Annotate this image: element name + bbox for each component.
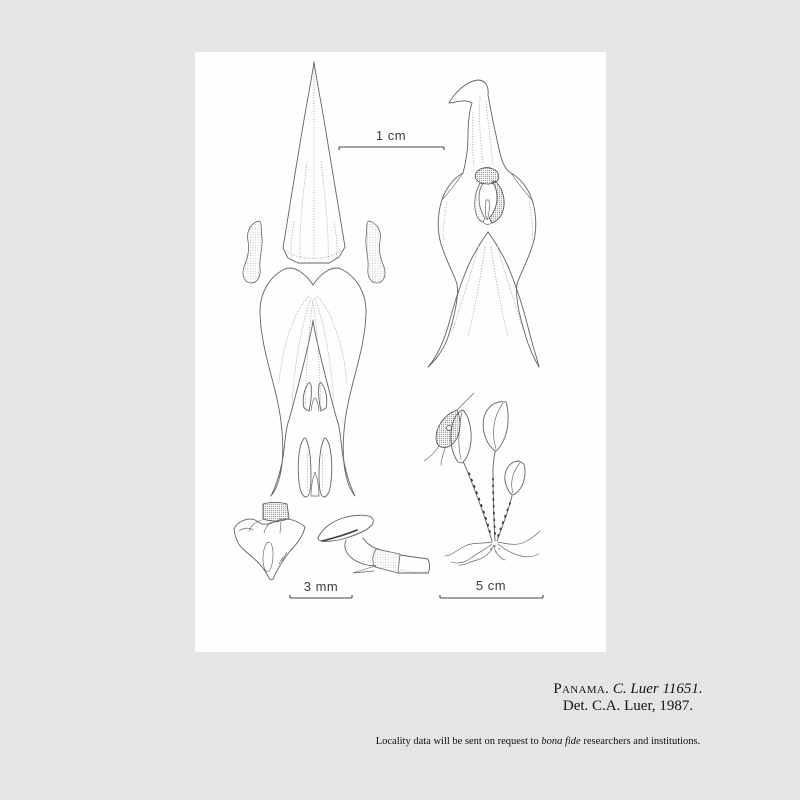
locality-footnote [338,736,738,747]
footnote-text-start: Locality data will be sent on request to [375,736,542,747]
figure-lip-detail [234,503,305,580]
illustration-page [195,52,606,652]
determination-caption [478,681,778,715]
figure-plant-habit [424,393,540,565]
figure-column-side-view [318,515,430,573]
caption-collection-number: C. Luer 11651. [612,681,703,697]
footnote-text-end: researchers and institutions. [580,736,701,747]
figure-petals-lip-dissection [298,383,332,497]
scalebar-3mm-label: 3 mm [303,579,339,594]
caption-line-collection [478,681,778,698]
caption-country: Panama. [553,681,610,697]
caption-line-determination: Det. C.A. Luer, 1987. [562,698,694,714]
scalebar-lines [290,147,543,598]
footnote-bona-fide: bona fide [541,736,581,747]
figure-dorsal-sepal [283,62,345,263]
figure-synsepal [260,268,366,496]
figure-flower-front-view [428,80,539,367]
scalebar-5cm-label: 5 cm [475,578,507,593]
scalebar-1cm-label: 1 cm [375,128,407,143]
